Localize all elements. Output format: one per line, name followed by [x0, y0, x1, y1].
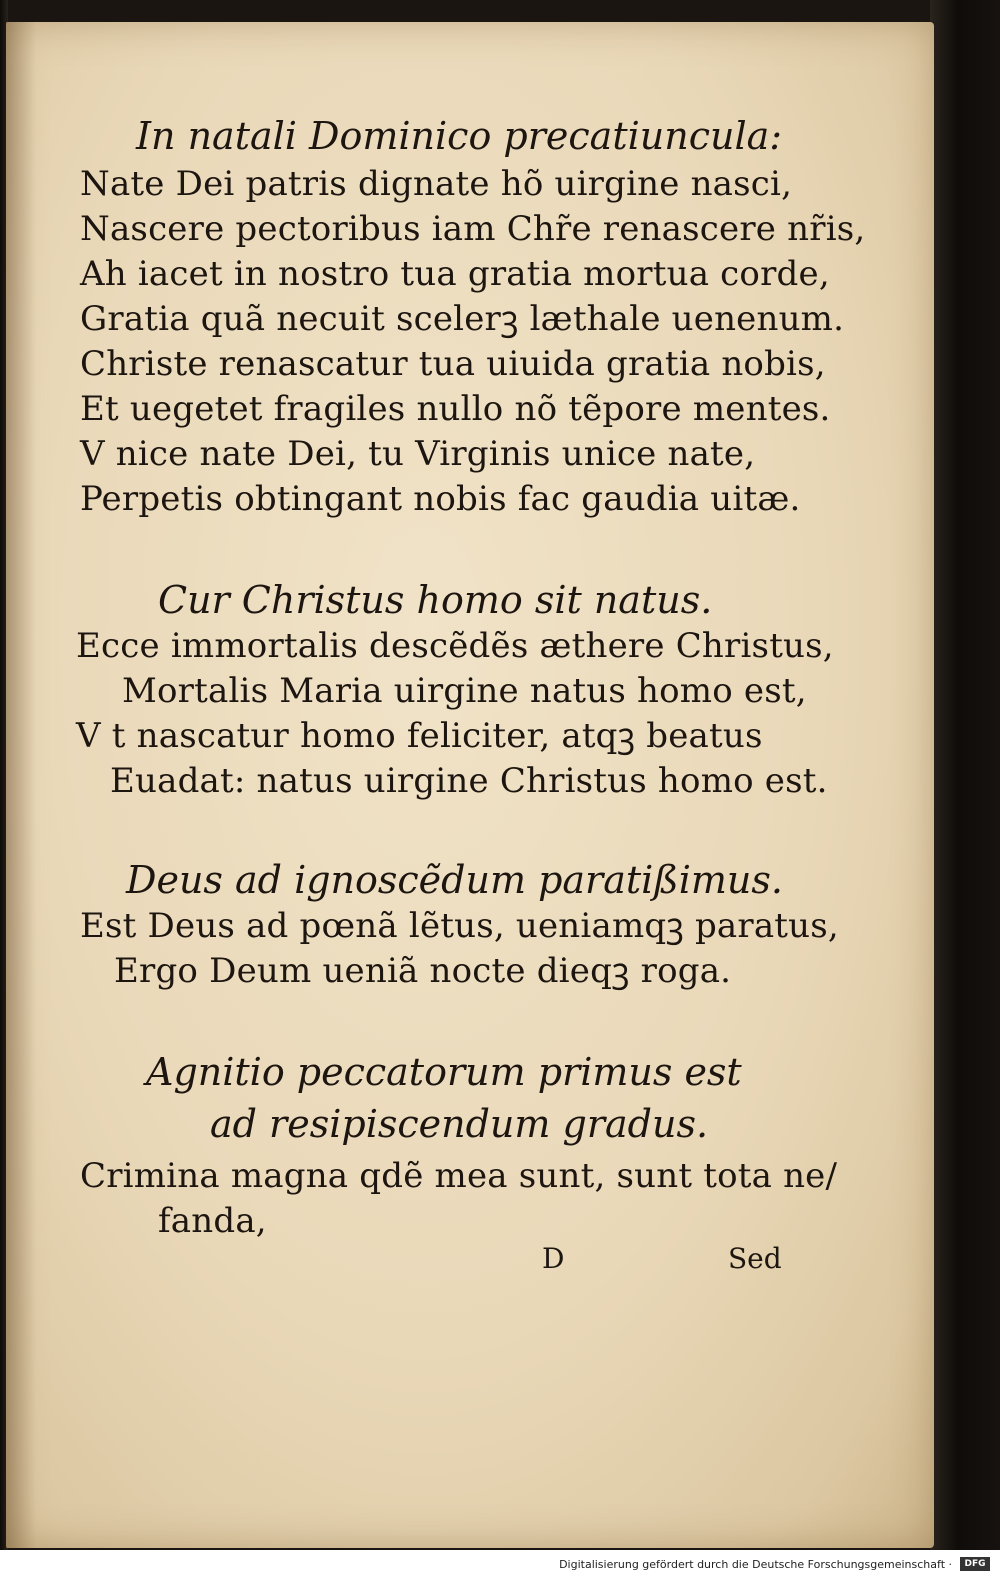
- verse-line: Mortalis Maria uirgine natus homo est,: [122, 671, 807, 711]
- section-heading: In natali Dominico precatiuncula:: [136, 114, 783, 158]
- section-heading: Deus ad ignoscẽdum paratißimus.: [126, 858, 783, 902]
- book-page: [6, 22, 934, 1548]
- footer-bar: [0, 1550, 1000, 1585]
- verse-line: Perpetis obtingant nobis fac gaudia uitæ.: [80, 479, 801, 519]
- section-heading: Cur Christus homo sit natus.: [158, 578, 713, 622]
- verse-line: Euadat: natus uirgine Christus homo est.: [110, 761, 828, 801]
- verse-line: Crimina magna qdẽ mea sunt, sunt tota ne/: [80, 1156, 838, 1196]
- verse-line: Christe renascatur tua uiuida gratia nobis,: [80, 344, 826, 384]
- verse-line: Nate Dei patris dignate hõ uirgine nasci,: [80, 164, 793, 204]
- book-spine-right: [930, 0, 1000, 1585]
- verse-line: Et uegetet fragiles nullo nõ tẽpore mentes.: [80, 389, 831, 429]
- signature-mark: D: [542, 1242, 565, 1275]
- dfg-logo-icon: DFG: [960, 1557, 990, 1571]
- verse-line: V t nascatur homo feliciter, atqꝫ beatus: [76, 716, 763, 756]
- verse-line: Ecce immortalis descẽdẽs æthere Christus,: [76, 626, 834, 666]
- verse-line: fanda,: [158, 1201, 267, 1241]
- section-heading: Agnitio peccatorum primus est: [146, 1050, 742, 1094]
- verse-line: Gratia quã necuit scelerꝫ læthale uenenum.: [80, 299, 845, 339]
- verse-line: Ergo Deum ueniã nocte dieqꝫ roga.: [114, 951, 732, 991]
- section-heading-continued: ad resipiscendum gradus.: [210, 1102, 709, 1146]
- verse-line: V nice nate Dei, tu Virginis unice nate,: [80, 434, 756, 474]
- catchword: Sed: [728, 1242, 782, 1275]
- funding-credit: Digitalisierung gefördert durch die Deutsche Forschungsgemeinschaft ·: [559, 1558, 952, 1571]
- verse-line: Ah iacet in nostro tua gratia mortua corde,: [80, 254, 830, 294]
- verse-line: Nascere pectoribus iam Chr̃e renascere nr̃is,: [80, 209, 866, 249]
- verse-line: Est Deus ad pœnã lẽtus, ueniamqꝫ paratus,: [80, 906, 839, 946]
